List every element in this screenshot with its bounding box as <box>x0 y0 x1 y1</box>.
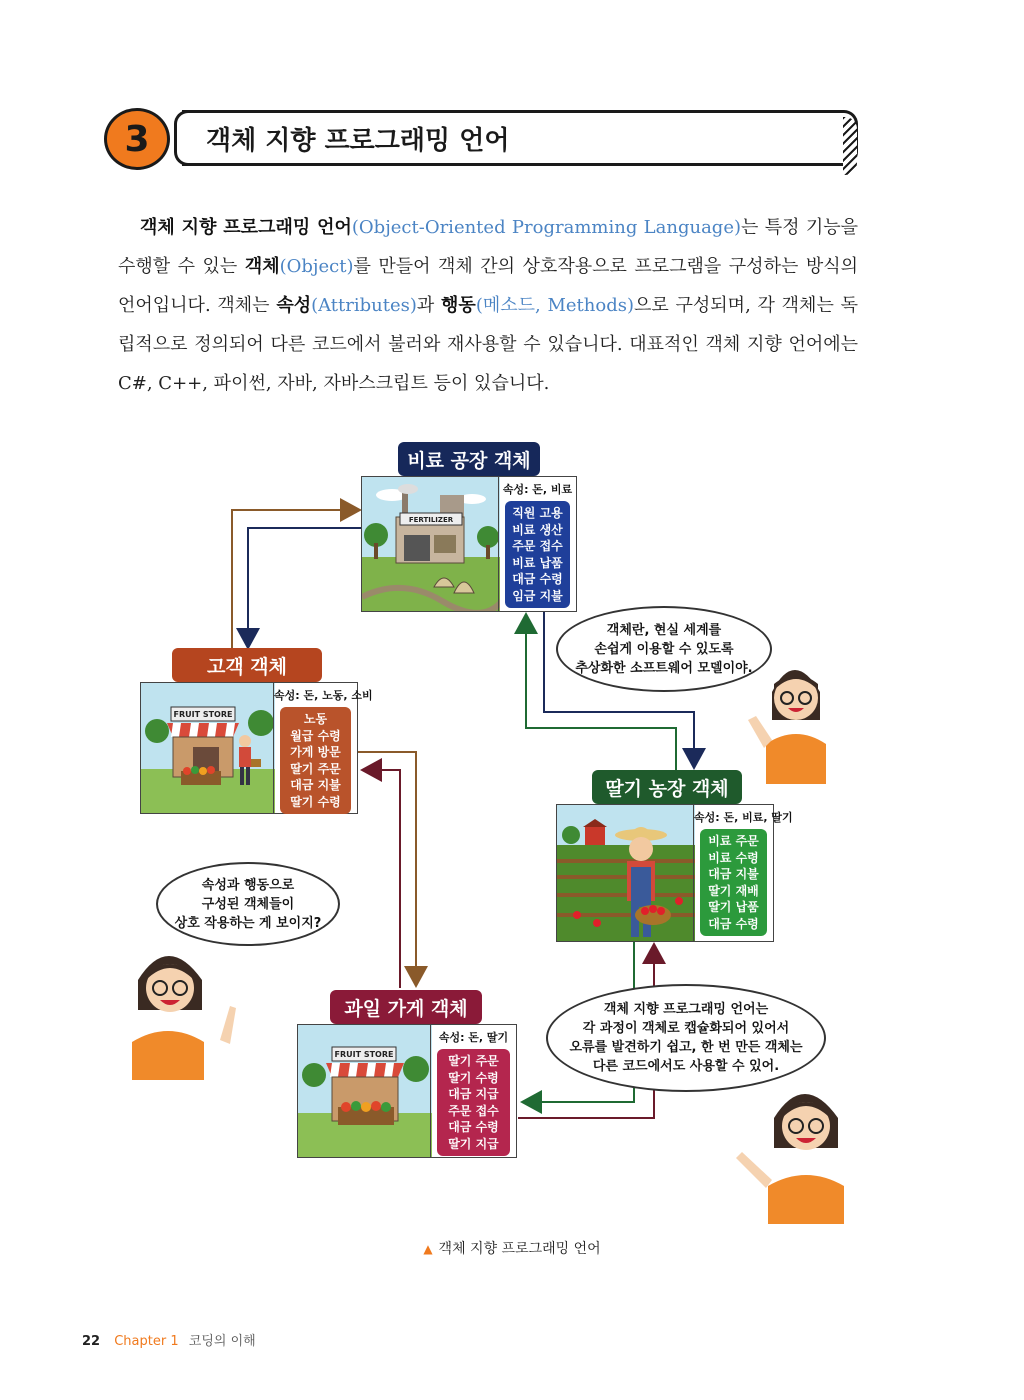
body-text-span: 를 만들어 객체 간의 상호작용으로 프로그램을 구성하는 방식의 언어입니다. 객체는 <box>118 256 858 316</box>
arrow-customer-to-store <box>358 752 416 968</box>
term-behavior-en: (메소드, Methods) <box>475 295 634 316</box>
speech-line: 속성과 행동으로 <box>201 877 295 893</box>
speech-line: 손쉽게 이용할 수 있도록 <box>594 641 734 657</box>
teacher-character-2 <box>128 940 248 1080</box>
body-text-span: 과 <box>416 295 442 316</box>
store-object-card <box>297 1024 517 1158</box>
speech-line: 오류를 발견하기 쉽고, 한 번 만든 객체는 <box>569 1040 803 1055</box>
factory-illustration <box>362 477 500 611</box>
arrow-head <box>520 1090 542 1114</box>
behavior-item: 대금 수령 <box>448 1120 499 1134</box>
arrow-head <box>642 942 666 964</box>
fertilizer-object-title: 비료 공장 객체 <box>398 442 540 476</box>
term-attributes-en: (Attributes) <box>311 295 417 316</box>
fertilizer-attributes-panel <box>498 477 576 611</box>
behavior-item: 딸기 주문 <box>448 1054 499 1068</box>
arrow-head <box>360 758 382 782</box>
customer-object-title: 고객 객체 <box>172 648 322 682</box>
farm-object-title: 딸기 농장 객체 <box>592 770 742 804</box>
behavior-item: 노동 <box>303 712 328 726</box>
fertilizer-behaviors <box>505 501 570 608</box>
term-attributes: 속성 <box>276 295 312 316</box>
store-attributes-panel <box>430 1025 516 1157</box>
store-object-title: 과일 가게 객체 <box>330 990 482 1024</box>
farm-attributes-panel <box>693 805 793 941</box>
behavior-item: 대금 지급 <box>448 1087 499 1101</box>
term-oop: 객체 지향 프로그래밍 언어 <box>140 217 352 238</box>
farm-attributes: 속성: 돈, 비료, 딸기 <box>694 811 793 824</box>
behavior-item: 딸기 지급 <box>448 1136 499 1151</box>
term-behavior: 행동 <box>441 295 476 316</box>
arrow-head <box>340 498 362 522</box>
behavior-item: 딸기 납품 <box>708 900 759 914</box>
behavior-item: 월급 수령 <box>290 728 341 743</box>
store-sign: FRUIT STORE <box>334 1050 394 1059</box>
behavior-item: 대금 지불 <box>290 778 341 792</box>
behavior-item: 딸기 수령 <box>448 1070 499 1085</box>
speech-line: 구성된 객체들이 <box>201 896 295 912</box>
store-sign: FRUIT STORE <box>173 710 233 719</box>
fertilizer-object-card <box>361 476 577 612</box>
speech-bubble-2 <box>156 862 340 946</box>
term-oop-en: (Object-Oriented Programming Language) <box>351 217 741 238</box>
behavior-item: 임금 지불 <box>512 588 563 603</box>
speech-bubble-1 <box>556 606 772 692</box>
behavior-item: 대금 지불 <box>708 867 759 881</box>
arrow-head <box>236 628 260 650</box>
term-object-en: (Object) <box>279 256 354 277</box>
speech-line: 상호 작용하는 게 보이지? <box>174 915 322 931</box>
farm-behaviors <box>700 829 767 936</box>
term-object: 객체 <box>244 256 280 277</box>
section-title-text: 객체 지향 프로그래밍 언어 <box>206 125 510 156</box>
store-behaviors <box>437 1049 510 1156</box>
arrow-store-to-customer <box>380 770 400 988</box>
teacher-character-1 <box>742 652 852 784</box>
fruit-store-customer-illustration <box>141 683 275 813</box>
customer-attributes-panel <box>273 683 373 813</box>
customer-object-card <box>140 682 373 814</box>
behavior-item: 비료 수령 <box>708 850 759 865</box>
page-footer <box>82 1330 256 1349</box>
body-text-span: 으로 구성되며, 각 객체는 독립적으로 정의되어 다른 코드에서 불러와 재사용할 수 있습니다. 대표적인 객체 지향 언어에는 C#, C++, 파이썬, 자바, 자바스크립트 등이 있습니다. <box>118 295 858 394</box>
speech-bubble-3 <box>546 984 826 1092</box>
strawberry-farm-illustration <box>557 805 695 941</box>
teacher-character-3 <box>722 1078 852 1224</box>
chapter-label: Chapter 1 <box>114 1334 179 1349</box>
caption-triangle-icon: ▲ <box>423 1242 433 1256</box>
arrow-head <box>682 748 706 770</box>
customer-attributes: 속성: 돈, 노동, 소비 <box>274 689 373 702</box>
page-number: 22 <box>82 1334 101 1349</box>
factory-sign: FERTILIZER <box>408 516 454 524</box>
behavior-item: 주문 접수 <box>448 1103 499 1118</box>
behavior-item: 비료 납품 <box>512 555 563 570</box>
behavior-item: 대금 수령 <box>708 916 759 931</box>
speech-line: 객체 지향 프로그래밍 언어는 <box>603 1002 769 1017</box>
chapter-title: 코딩의 이해 <box>188 1334 256 1349</box>
customer-behaviors <box>280 707 351 814</box>
arrow-head <box>404 966 428 988</box>
behavior-item: 주문 접수 <box>512 539 563 553</box>
caption-text: 객체 지향 프로그래밍 언어 <box>438 1241 601 1257</box>
fruit-store-illustration <box>298 1025 432 1157</box>
speech-line: 각 과정이 객체로 캡슐화되어 있어서 <box>582 1021 790 1036</box>
figure-caption <box>0 1238 1024 1258</box>
behavior-item: 비료 주문 <box>708 834 759 848</box>
behavior-item: 비료 생산 <box>512 522 563 537</box>
behavior-item: 딸기 재배 <box>708 883 759 898</box>
speech-line: 다른 코드에서도 사용할 수 있어. <box>592 1059 780 1074</box>
body-text-span: 는 특정 기능을 수행할 수 있는 <box>118 217 858 277</box>
behavior-item: 딸기 수령 <box>290 794 341 809</box>
speech-line: 객체란, 현실 세계를 <box>606 622 722 638</box>
arrow-fertilizer-to-customer <box>248 528 362 630</box>
section-number: 3 <box>104 108 170 170</box>
arrow-head <box>514 612 538 634</box>
behavior-item: 가게 방문 <box>290 745 341 759</box>
behavior-item: 딸기 주문 <box>290 761 341 776</box>
store-attributes: 속성: 돈, 딸기 <box>438 1031 509 1044</box>
fertilizer-attributes: 속성: 돈, 비료 <box>502 483 573 496</box>
speech-line: 추상화한 소프트웨어 모델이야. <box>575 660 753 676</box>
farm-object-card <box>556 804 793 942</box>
behavior-item: 대금 수령 <box>512 572 563 586</box>
behavior-item: 직원 고용 <box>512 506 563 520</box>
